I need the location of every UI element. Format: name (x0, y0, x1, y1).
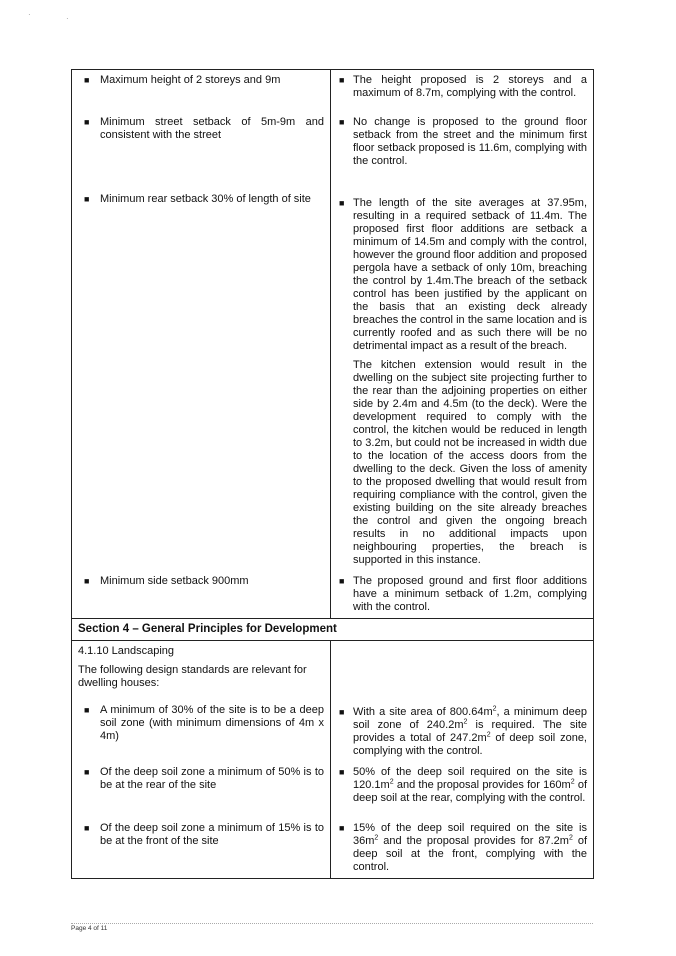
list-item: ■ Of the deep soil zone a minimum of 50% is to be at the rear of the site (84, 766, 324, 791)
section-heading: Section 4 – General Principles for Development (72, 619, 594, 641)
paragraph: The kitchen extension would result in the dwelling on the subject site projecting further to the rear than the adjoining properties on either side by 2.4m and 4.5m (to the deck). Were the development required to comply with the control, the kitchen would be reduced in length to 3.2m, but could not be increased in width due to the location of the access doors from the dwelling to the deck. Given the loss of amenity to the proposed dwelling that would result from requiring compliance with the control, given the existing building on the site already breaches the control and given the ongoing breach results in no additional impacts upon neighbouring properties, the breach is supported in this instance. (353, 359, 587, 566)
table-row (72, 641, 594, 695)
list-item: ■ The proposed ground and first floor additions have a minimum setback of 1.2m, complying with the control. (339, 575, 587, 613)
table-row (72, 112, 594, 189)
list-item: ■ 15% of the deep soil required on the site is $36m^2$ and the proposal provides for $87.2m^2$ of deep soil at the front, complying with the control. (339, 822, 588, 873)
list-item: ■ Minimum rear setback 30% of length of site (84, 193, 311, 205)
section-heading-row (72, 619, 594, 641)
list-item: ■ Minimum street setback of 5m-9m and consistent with the street (84, 116, 324, 141)
table-row (72, 694, 594, 762)
intro-text: The following design standards are relevant for dwelling houses: (78, 664, 307, 689)
list-item: ■ No change is proposed to the ground floor setback from the street and the minimum first floor setback proposed is 11.6m, complying with the control. (339, 116, 587, 167)
footer-rule (71, 923, 593, 924)
scan-mark: · (66, 14, 69, 23)
list-item: ■ 50% of the deep soil required on the site is $120.1m^2$ and the proposal provides for $160m^2$ of deep soil at the rear, complying with the control. (339, 766, 588, 804)
page-number: Page 4 of 11 (71, 925, 108, 932)
scan-mark: · (28, 10, 31, 19)
table-row (72, 762, 594, 818)
list-item: ■ The length of the site averages at 37.95m, resulting in a required setback of 11.4m. The proposed first floor additions are setback a minimum of 14.5m and comply with the control, however the ground floor addition and proposed pergola have a setback of only 10m, breaching the control by 1.4m.The breach of the setback control has been justified by the applicant on the basis that an existing deck already breaches the control in the same location and is currently roofed and as such there will be no detrimental impact as a result of the breach. (339, 197, 587, 352)
table-row (72, 818, 594, 879)
subheading: 4.1.10 Landscaping (78, 645, 175, 657)
list-item: ■ The height proposed is 2 storeys and a maximum of 8.7m, complying with the control. (339, 74, 587, 99)
list-item: ■ Of the deep soil zone a minimum of 15% is to be at the front of the site (84, 822, 324, 847)
compliance-table (71, 69, 594, 879)
list-item: ■ Maximum height of 2 storeys and 9m (84, 74, 281, 86)
list-item: ■ A minimum of 30% of the site is to be a deep soil zone (with minimum dimensions of 4m x 4m) (84, 704, 324, 742)
list-item: ■ Minimum side setback 900mm (84, 575, 249, 587)
list-item: ■ With a site area of $800.64m^2$, a minimum deep soil zone of $240.2m^2$ is required. The site provides a total of $247.2m^2$ of deep soil zone, complying with the control. (339, 705, 587, 757)
table-row (72, 571, 594, 619)
table-row (72, 70, 594, 113)
table-row (72, 189, 594, 571)
